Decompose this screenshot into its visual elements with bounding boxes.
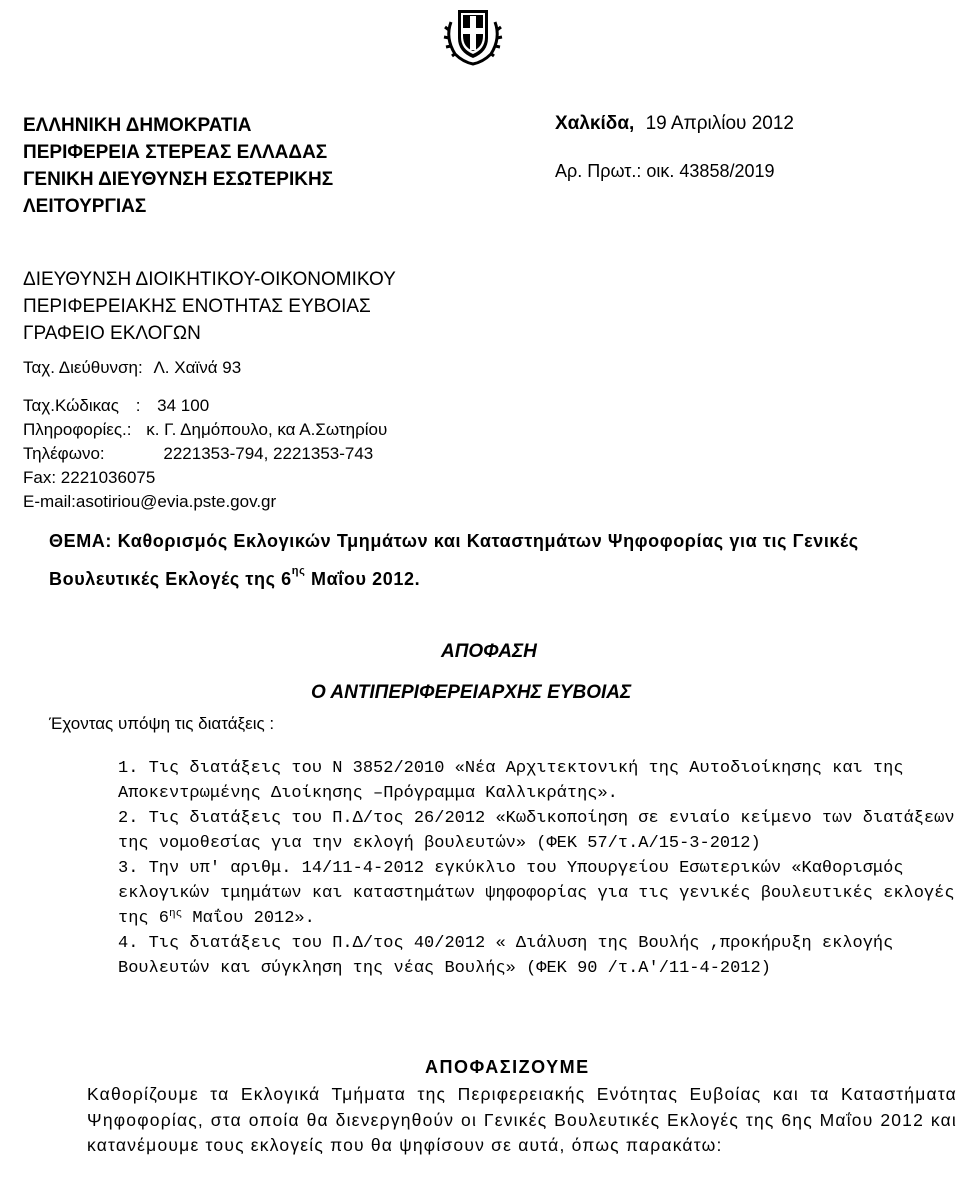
resolution-text: Καθορίζουμε τα Εκλογικά Τμήματα της Περιφερειακής Ενότητας Ευβοίας και τα Καταστήματα Ψηφοφορίας, στα οποία θα διενεργηθούν οι Γενικές Βουλευτικές Εκλογές της 6ης Μαΐου 2012 και κατανέμουμε τους εκλογείς που θα ψηφίσουν σε αυτά, όπως παρακάτω:	[87, 1084, 957, 1155]
greek-coat-of-arms-icon	[441, 4, 505, 66]
postal-code-line	[23, 393, 209, 419]
provision-item	[118, 856, 956, 931]
department-block	[23, 266, 396, 347]
subject-text: Μαΐου 2012.	[305, 569, 421, 589]
department-line: ΔΙΕΥΘΥΝΣΗ ΔΙΟΙΚΗΤΙΚΟΥ-ΟΙΚΟΝΟΜΙΚΟΥ	[23, 269, 396, 290]
address-label: Ταχ. Διεύθυνση:	[23, 358, 143, 377]
subject-line-2	[49, 565, 421, 590]
phone-line	[23, 441, 373, 467]
authority-title: Ο ΑΝΤΙΠΕΡΙΦΕΡΕΙΑΡΧΗΣ ΕΥΒΟΙΑΣ	[311, 682, 632, 703]
ordinal-suffix: ης	[169, 908, 183, 920]
date: 19 Απριλίου 2012	[645, 113, 794, 134]
provision-item: 4. Τις διατάξεις του Π.Δ/τος 40/2012 « Διάλυση της Βουλής ,προκήρυξη εκλογής Βουλευτών και σύγκληση της νέας Βουλής» (ΦΕΚ 90 /τ.Α'/11-4-2012)	[118, 934, 894, 978]
document-date	[555, 113, 794, 135]
provision-text: Μαΐου 2012».	[182, 909, 315, 928]
info-line	[23, 417, 387, 443]
postal-label: Ταχ.Κώδικας	[23, 396, 119, 415]
provisions-list	[118, 756, 956, 981]
postal-value: 34 100	[157, 396, 210, 415]
info-label: Πληροφορίες.:	[23, 420, 132, 439]
address-value: Λ. Χαϊνά 93	[153, 358, 242, 377]
info-value: κ. Γ. Δημόπουλο, κα Α.Σωτηρίου	[146, 420, 388, 439]
decision-title: ΑΠΟΦΑΣΗ	[441, 641, 537, 662]
protocol-number: Αρ. Πρωτ.: οικ. 43858/2019	[555, 161, 775, 181]
header-line: ΕΛΛΗΝΙΚΗ ΔΗΜΟΚΡΑΤΙΑ	[23, 115, 252, 136]
preamble: Έχοντας υπόψη τις διατάξεις :	[49, 714, 275, 733]
department-line: ΓΡΑΦΕΙΟ ΕΚΛΟΓΩΝ	[23, 323, 201, 344]
header-line: ΛΕΙΤΟΥΡΓΙΑΣ	[23, 196, 147, 217]
provision-item: 1. Τις διατάξεις του Ν 3852/2010 «Νέα Αρχιτεκτονική της Αυτοδιοίκησης και της Αποκεντρωμένης Διοίκησης –Πρόγραμμα Καλλικράτης».	[118, 759, 904, 803]
email-line: E-mail:asotiriou@evia.pste.gov.gr	[23, 492, 277, 511]
postal-separator: :	[135, 396, 141, 415]
header-line: ΓΕΝΙΚΗ ΔΙΕΥΘΥΝΣΗ ΕΣΩΤΕΡΙΚΗΣ	[23, 169, 334, 190]
subject-text: Βουλευτικές Εκλογές της 6	[49, 569, 292, 589]
subject-line-1: ΘΕΜΑ: Καθορισμός Εκλογικών Τμημάτων και Καταστημάτων Ψηφοφορίας για τις Γενικές	[49, 531, 859, 551]
provision-item: 2. Τις διατάξεις του Π.Δ/τος 26/2012 «Κωδικοποίηση σε ενιαίο κείμενο των διατάξεων της νομοθεσίας για την εκλογή βουλευτών» (ΦΕΚ 57/τ.Α/15-3-2012)	[118, 809, 955, 853]
header-authority-block	[23, 112, 333, 220]
department-line: ΠΕΡΙΦΕΡΕΙΑΚΗΣ ΕΝΟΤΗΤΑΣ ΕΥΒΟΙΑΣ	[23, 296, 371, 317]
phone-value: 2221353-794, 2221353-743	[163, 444, 374, 463]
city: Χαλκίδα,	[555, 113, 635, 134]
address-line	[23, 355, 241, 381]
provision-text: 3. Την υπ' αριθμ. 14/11-4-2012 εγκύκλιο του Υπουργείου Εσωτερικών «Καθορισμός εκλογικών τμημάτων και καταστημάτων ψηφοφορίας για τις γενικές βουλευτικές εκλογές της 6	[118, 859, 955, 928]
resolution-heading: ΑΠΟΦΑΣΙΖΟΥΜΕ	[425, 1057, 590, 1077]
ordinal-suffix: ης	[291, 565, 306, 577]
phone-label: Τηλέφωνο:	[23, 444, 105, 463]
header-line: ΠΕΡΙΦΕΡΕΙΑ ΣΤΕΡΕΑΣ ΕΛΛΑΔΑΣ	[23, 142, 328, 163]
fax-line: Fax: 2221036075	[23, 468, 156, 487]
